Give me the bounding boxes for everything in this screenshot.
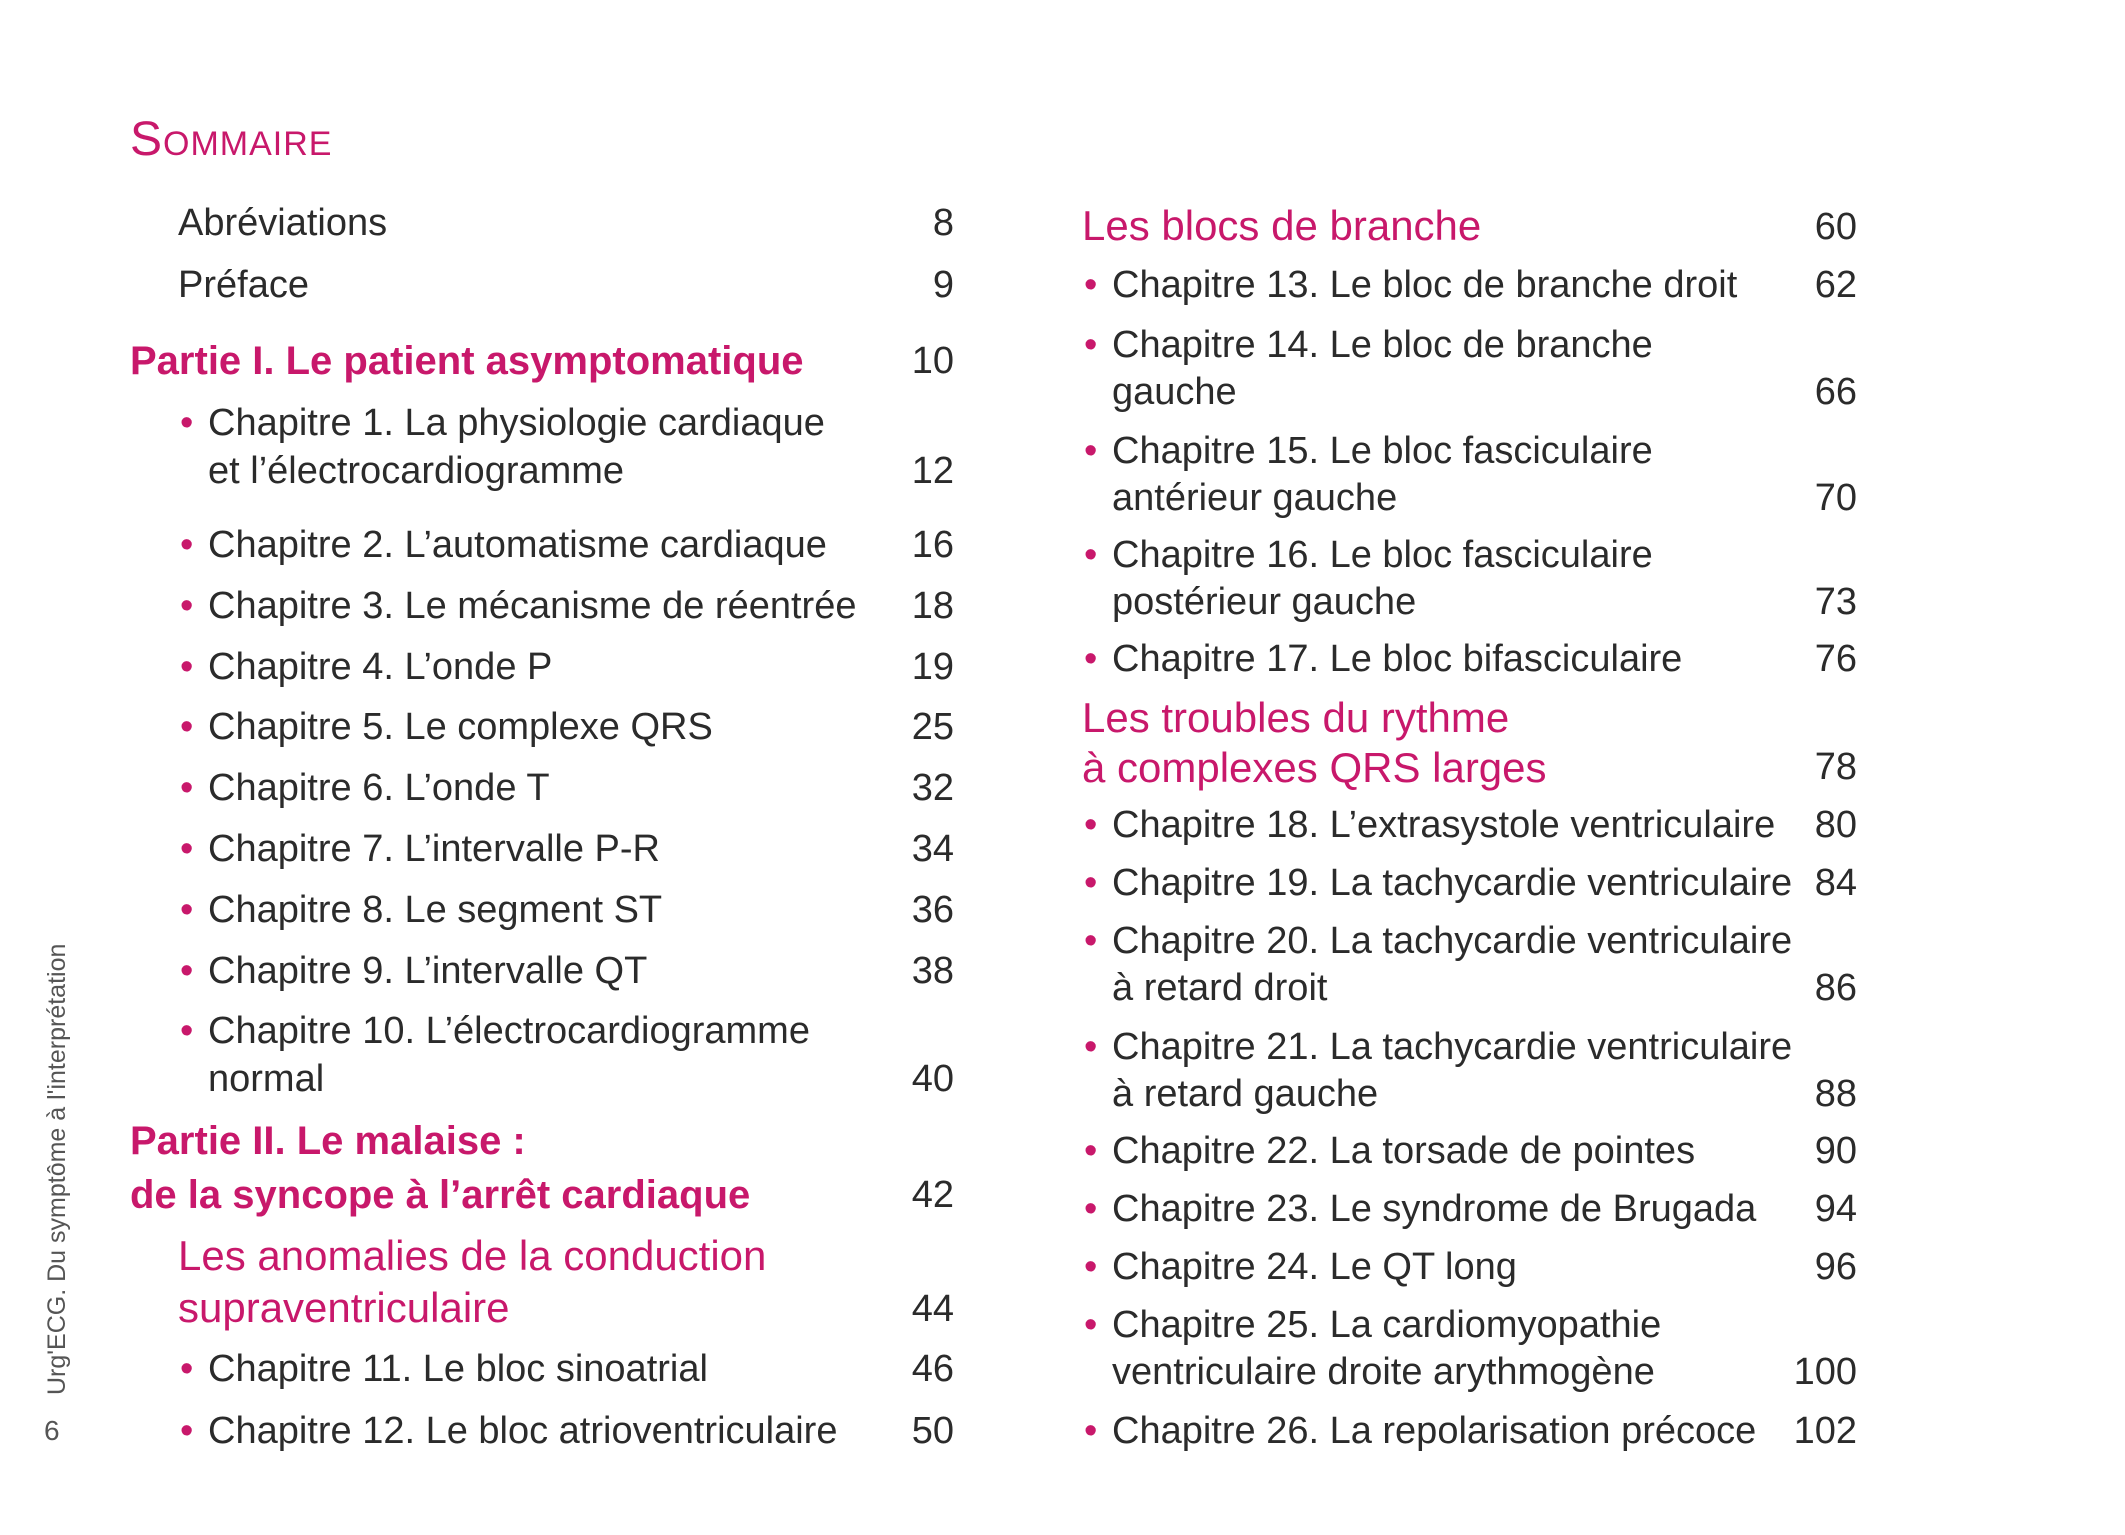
chapter-title: Chapitre 3. Le mécanisme de réentrée: [208, 585, 857, 627]
bullet-icon: •: [180, 402, 194, 444]
section-heading: supraventriculaire: [178, 1284, 510, 1331]
toc-entry-page: 32: [911, 767, 954, 809]
toc-entry-page: 62: [1814, 264, 1857, 306]
toc-entry-page: 102: [1793, 1410, 1857, 1452]
bullet-icon: •: [1084, 534, 1098, 576]
chapter-title: Chapitre 12. Le bloc atrioventriculaire: [208, 1410, 838, 1452]
part-heading: Partie II. Le malaise :: [130, 1119, 526, 1163]
chapter-title: Chapitre 18. L’extrasystole ventriculaire: [1112, 804, 1776, 846]
section-heading: Les troubles du rythme: [1082, 694, 1510, 741]
bullet-icon: •: [1084, 1188, 1098, 1230]
chapter-title: Chapitre 2. L’automatisme cardiaque: [208, 524, 827, 566]
toc-entry-page: 88: [1814, 1073, 1857, 1115]
bullet-icon: •: [180, 767, 194, 809]
toc-entry-page: 12: [911, 450, 954, 492]
toc-entry-page: 34: [911, 828, 954, 870]
chapter-title: Chapitre 5. Le complexe QRS: [208, 706, 713, 748]
chapter-title: Chapitre 1. La physiologie cardiaque: [208, 402, 825, 444]
chapter-title: Chapitre 6. L’onde T: [208, 767, 550, 809]
chapter-title: Chapitre 8. Le segment ST: [208, 889, 663, 931]
part-heading: Partie I. Le patient asymptomatique: [130, 339, 804, 383]
chapter-title: Chapitre 13. Le bloc de branche droit: [1112, 264, 1738, 306]
toc-entry-page: 40: [911, 1058, 954, 1100]
chapter-title: ventriculaire droite arythmogène: [1112, 1351, 1655, 1393]
chapter-title: Chapitre 24. Le QT long: [1112, 1246, 1517, 1288]
chapter-title: Chapitre 20. La tachycardie ventriculaire: [1112, 920, 1793, 962]
chapter-title: Chapitre 17. Le bloc bifasciculaire: [1112, 638, 1683, 680]
toc-entry-page: 42: [911, 1174, 954, 1216]
toc-entry-page: 80: [1814, 804, 1857, 846]
chapter-title: Chapitre 19. La tachycardie ventriculaire: [1112, 862, 1793, 904]
bullet-icon: •: [180, 585, 194, 627]
toc-entry-page: 73: [1814, 581, 1857, 623]
toc-entry-label: Préface: [178, 264, 309, 306]
bullet-icon: •: [1084, 1410, 1098, 1452]
bullet-icon: •: [180, 1010, 194, 1052]
chapter-title: Chapitre 4. L’onde P: [208, 646, 553, 688]
chapter-title: et l’électrocardiogramme: [208, 450, 625, 492]
bullet-icon: •: [1084, 804, 1098, 846]
toc-entry-page: 90: [1814, 1130, 1857, 1172]
bullet-icon: •: [180, 889, 194, 931]
chapter-title: normal: [208, 1058, 325, 1100]
toc-entry-page: 86: [1814, 967, 1857, 1009]
running-title: Urg'ECG. Du symptôme à l'interprétation: [43, 943, 71, 1395]
toc-entry-page: 60: [1814, 206, 1857, 248]
chapter-title: Chapitre 10. L’électrocardiogramme: [208, 1010, 810, 1052]
bullet-icon: •: [1084, 1130, 1098, 1172]
toc-entry-page: 16: [911, 524, 954, 566]
chapter-title: antérieur gauche: [1112, 477, 1398, 519]
toc-entry-page: 70: [1814, 477, 1857, 519]
bullet-icon: •: [1084, 324, 1098, 366]
toc-entry-page: 78: [1814, 746, 1857, 788]
toc-entry-page: 36: [911, 889, 954, 931]
toc-entry-page: 38: [911, 950, 954, 992]
section-heading: à complexes QRS larges: [1082, 744, 1547, 791]
chapter-title: Chapitre 15. Le bloc fasciculaire: [1112, 430, 1653, 472]
chapter-title: à retard gauche: [1112, 1073, 1379, 1115]
bullet-icon: •: [180, 706, 194, 748]
toc-entry-page: 84: [1814, 862, 1857, 904]
section-heading: Les blocs de branche: [1082, 202, 1482, 249]
toc-entry-page: 9: [932, 264, 954, 306]
toc-entry-page: 50: [911, 1410, 954, 1452]
bullet-icon: •: [1084, 1246, 1098, 1288]
chapter-title: à retard droit: [1112, 967, 1328, 1009]
bullet-icon: •: [1084, 920, 1098, 962]
bullet-icon: •: [1084, 862, 1098, 904]
chapter-title: Chapitre 26. La repolarisation précoce: [1112, 1410, 1757, 1452]
toc-entry-page: 25: [911, 706, 954, 748]
bullet-icon: •: [1084, 264, 1098, 306]
chapter-title: Chapitre 7. L’intervalle P-R: [208, 828, 660, 870]
bullet-icon: •: [1084, 638, 1098, 680]
toc-entry-page: 96: [1814, 1246, 1857, 1288]
part-heading: de la syncope à l’arrêt cardiaque: [130, 1173, 751, 1217]
bullet-icon: •: [180, 646, 194, 688]
chapter-title: gauche: [1112, 371, 1237, 413]
chapter-title: Chapitre 23. Le syndrome de Brugada: [1112, 1188, 1757, 1230]
chapter-title: Chapitre 11. Le bloc sinoatrial: [208, 1348, 708, 1390]
toc-entry-page: 18: [911, 585, 954, 627]
bullet-icon: •: [1084, 430, 1098, 472]
toc-entry-page: 46: [911, 1348, 954, 1390]
toc-entry-page: 100: [1793, 1351, 1857, 1393]
chapter-title: Chapitre 25. La cardiomyopathie: [1112, 1304, 1662, 1346]
chapter-title: Chapitre 14. Le bloc de branche: [1112, 324, 1653, 366]
toc-entry-page: 44: [911, 1288, 954, 1330]
page-number: 6: [44, 1415, 60, 1446]
bullet-icon: •: [1084, 1304, 1098, 1346]
bullet-icon: •: [1084, 1026, 1098, 1068]
chapter-title: postérieur gauche: [1112, 581, 1417, 623]
bullet-icon: •: [180, 950, 194, 992]
chapter-title: Chapitre 16. Le bloc fasciculaire: [1112, 534, 1653, 576]
page-title: Sommaire: [130, 113, 333, 166]
chapter-title: Chapitre 22. La torsade de pointes: [1112, 1130, 1696, 1172]
toc-entry-page: 10: [911, 340, 954, 382]
toc-entry-label: Abréviations: [178, 202, 388, 244]
toc-entry-page: 94: [1814, 1188, 1857, 1230]
toc-entry-page: 19: [911, 646, 954, 688]
toc-entry-page: 76: [1814, 638, 1857, 680]
toc-entry-page: 66: [1814, 371, 1857, 413]
bullet-icon: •: [180, 1410, 194, 1452]
section-heading: Les anomalies de la conduction: [178, 1232, 767, 1279]
bullet-icon: •: [180, 524, 194, 566]
bullet-icon: •: [180, 828, 194, 870]
chapter-title: Chapitre 9. L’intervalle QT: [208, 950, 648, 992]
toc-entry-page: 8: [932, 202, 954, 244]
bullet-icon: •: [180, 1348, 194, 1390]
chapter-title: Chapitre 21. La tachycardie ventriculaire: [1112, 1026, 1793, 1068]
